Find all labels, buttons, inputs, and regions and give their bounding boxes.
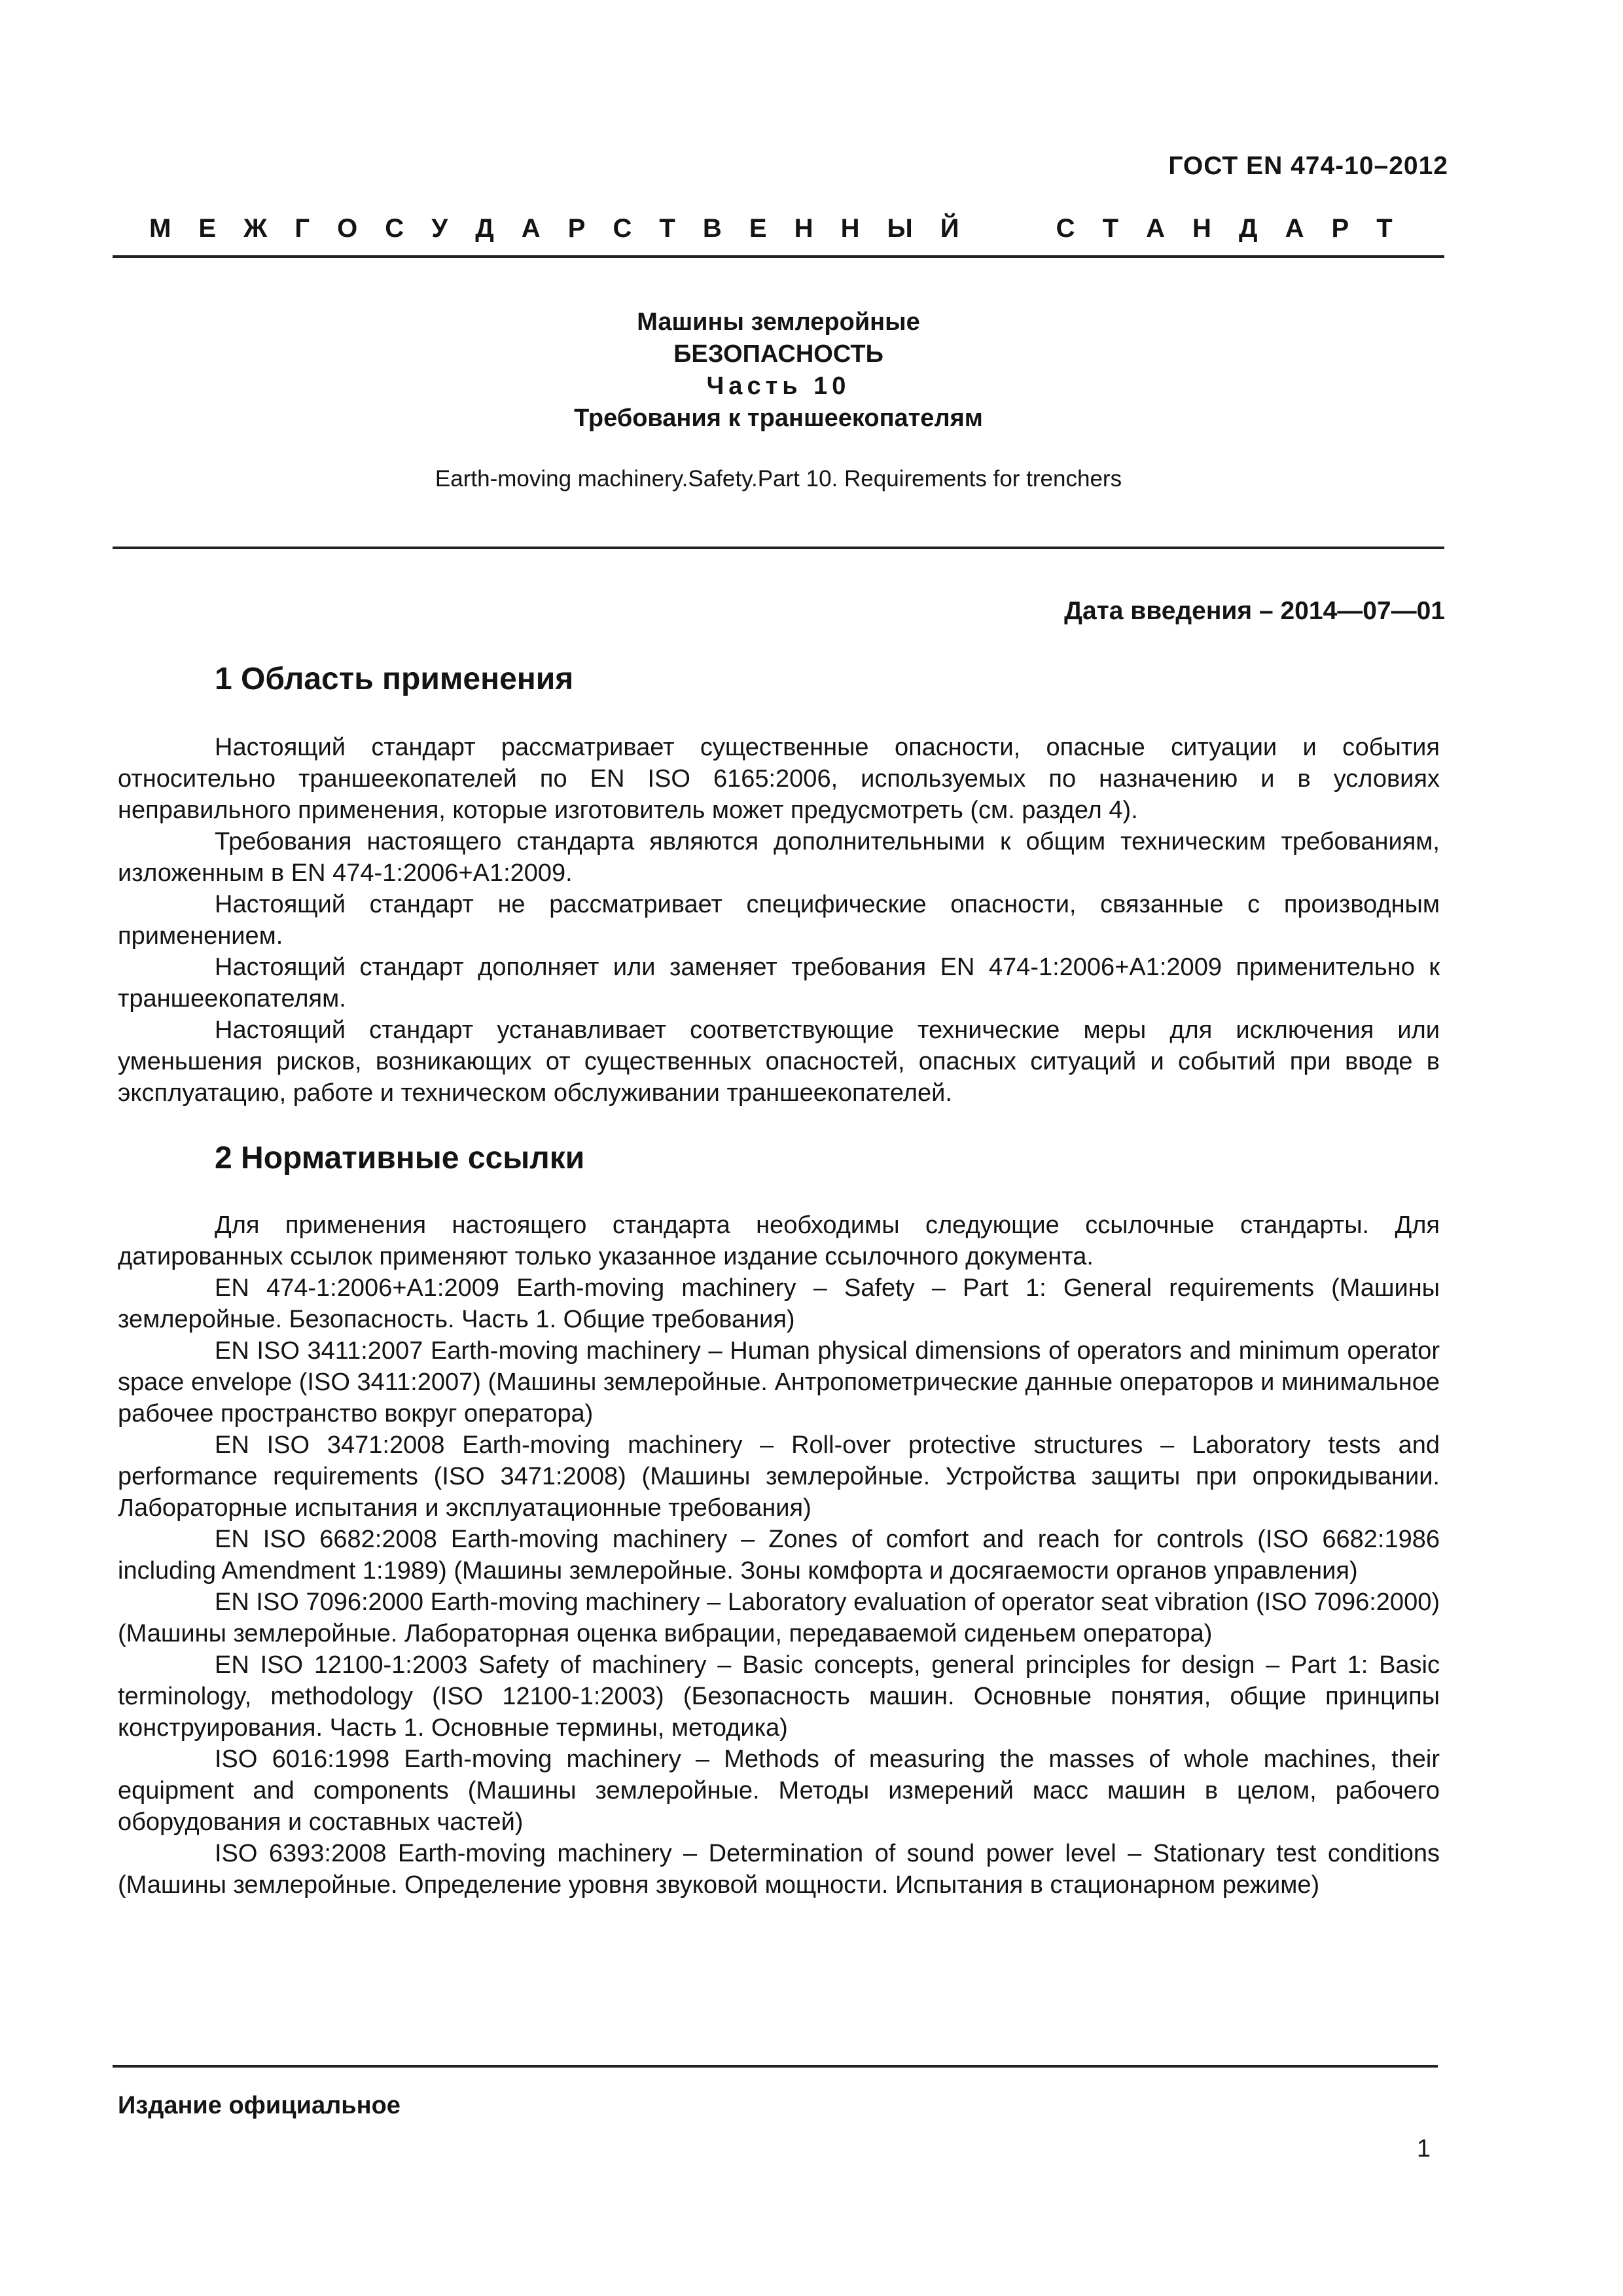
banner-letter: Ы [887, 214, 913, 243]
title-block [113, 306, 1444, 435]
title-line-4: Требования к траншеекопателям [574, 404, 983, 432]
banner-letter: С [385, 214, 404, 243]
reference-item: EN 474-1:2006+A1:2009 Earth-moving machinery – Safety – Part 1: General requirements (Машины землеройные. Безопасность. Часть 1. Общие требования) [118, 1274, 1440, 1333]
english-title: Earth-moving machinery.Safety.Part 10. Requirements for trenchers [435, 466, 1122, 492]
banner-letter: Н [1192, 214, 1211, 243]
banner-letter: А [521, 214, 541, 243]
banner-letter: Н [794, 214, 813, 243]
banner-letter: М [149, 214, 171, 243]
introduction-date: Дата введения – 2014—07—01 [1064, 597, 1445, 625]
banner-letter: С [1056, 214, 1075, 243]
title-part: Часть 10 [706, 372, 851, 400]
reference-item: EN ISO 6682:2008 Earth-moving machinery – Zones of comfort and reach for controls (ISO 6682:1986 including Amendment 1:1989) (Машины землеройные. Зоны комфорта и досягаемости органов управления) [118, 1526, 1440, 1585]
official-edition-label: Издание официальное [118, 2092, 401, 2119]
banner-letter: В [702, 214, 722, 243]
banner-letter: С [613, 214, 632, 243]
banner-letter: Г [294, 214, 310, 243]
page-number: 1 [1416, 2135, 1431, 2162]
banner-letter: Е [749, 214, 767, 243]
reference-item: ISO 6016:1998 Earth-moving machinery – Methods of measuring the masses of whole machines, their equipment and components (Машины землеройные. Методы измерений масс машин в целом, рабочего оборудования и составных частей) [118, 1746, 1440, 1836]
reference-item: EN ISO 3471:2008 Earth-moving machinery – Roll-over protective structures – Laboratory tests and performance requirements (ISO 3471:2008) (Машины землеройные. Устройства защиты при опрокидывании. Лабораторные испытания и эксплуатационные требования) [118, 1431, 1440, 1522]
banner-letter: Р [567, 214, 586, 243]
banner-letter: Д [475, 214, 494, 243]
banner-letter: Ж [243, 214, 268, 243]
reference-item: EN ISO 12100-1:2003 Safety of machinery – Basic concepts, general principles for design – Part 1: Basic terminology, methodology (ISO 12100-1:2003) (Безопасность машин. Основные понятия, общие принципы конструирования. Часть 1. Основные термины, методика) [118, 1651, 1440, 1742]
reference-item: EN ISO 7096:2000 Earth-moving machinery – Laboratory evaluation of operator seat vibration (ISO 7096:2000) (Машины землеройные. Лабораторная оценка вибрации, передаваемой сиденьем оператора) [118, 1588, 1440, 1647]
title-line-1: Машины землеройные [637, 308, 920, 336]
paragraph: Настоящий стандарт устанавливает соответствующие технические меры для исключения или уменьшения рисков, возникающих от существенных опасностей, опасных ситуаций и событий при вводе в эксплуатацию, работе и техническом обслуживании траншеекопателей. [118, 1016, 1440, 1107]
section-1-body [118, 732, 1440, 1109]
banner-word-gap [987, 214, 1029, 243]
paragraph: Настоящий стандарт рассматривает существенные опасности, опасные ситуации и события относительно траншеекопателей по EN ISO 6165:2006, используемых по назначению и в условиях неправильного применения, которые изготовитель может предусмотреть (см. раздел 4). [118, 734, 1440, 824]
banner-letter: Е [198, 214, 217, 243]
banner-letter: Т [1376, 214, 1393, 243]
banner-letter: А [1146, 214, 1165, 243]
footer-rule [113, 2065, 1438, 2068]
title-rule [113, 547, 1444, 549]
banner-letter: Н [840, 214, 860, 243]
section-1-heading: 1 Область применения [215, 662, 574, 696]
reference-item: EN ISO 3411:2007 Earth-moving machinery – Human physical dimensions of operators and minimum operator space envelope (ISO 3411:2007) (Машины землеройные. Антропометрические данные операторов и минимальное рабочее пространство вокруг оператора) [118, 1337, 1440, 1427]
standard-number: ГОСТ EN 474-10–2012 [1168, 152, 1448, 180]
banner-letter: У [431, 214, 448, 243]
section-2-heading: 2 Нормативные ссылки [215, 1141, 585, 1175]
banner-letter: А [1285, 214, 1304, 243]
paragraph: Настоящий стандарт дополняет или заменяет требования EN 474-1:2006+A1:2009 применительно к траншеекопателям. [118, 954, 1440, 1013]
paragraph: Настоящий стандарт не рассматривает специфические опасности, связанные с производным применением. [118, 891, 1440, 950]
banner-letter: Т [659, 214, 675, 243]
banner-letter: О [337, 214, 358, 243]
banner-letter: Т [1102, 214, 1119, 243]
paragraph: Требования настоящего стандарта являются дополнительными к общим техническим требованиям, изложенным в EN 474-1:2006+A1:2009. [118, 828, 1440, 887]
title-line-2: БЕЗОПАСНОСТЬ [673, 340, 883, 368]
banner-letter: Д [1239, 214, 1258, 243]
banner-letter: Р [1331, 214, 1349, 243]
banner-letter: Й [940, 214, 959, 243]
reference-item: ISO 6393:2008 Earth-moving machinery – Determination of sound power level – Stationary test conditions (Машины землеройные. Определение уровня звуковой мощности. Испытания в стационарном режиме) [118, 1840, 1440, 1899]
section-2-body [118, 1210, 1440, 1901]
header-rule [113, 255, 1444, 258]
paragraph: Для применения настоящего стандарта необходимы следующие ссылочные стандарты. Для датированных ссылок применяют только указанное издание ссылочного документа. [118, 1211, 1440, 1270]
interstate-standard-banner [149, 214, 1393, 243]
